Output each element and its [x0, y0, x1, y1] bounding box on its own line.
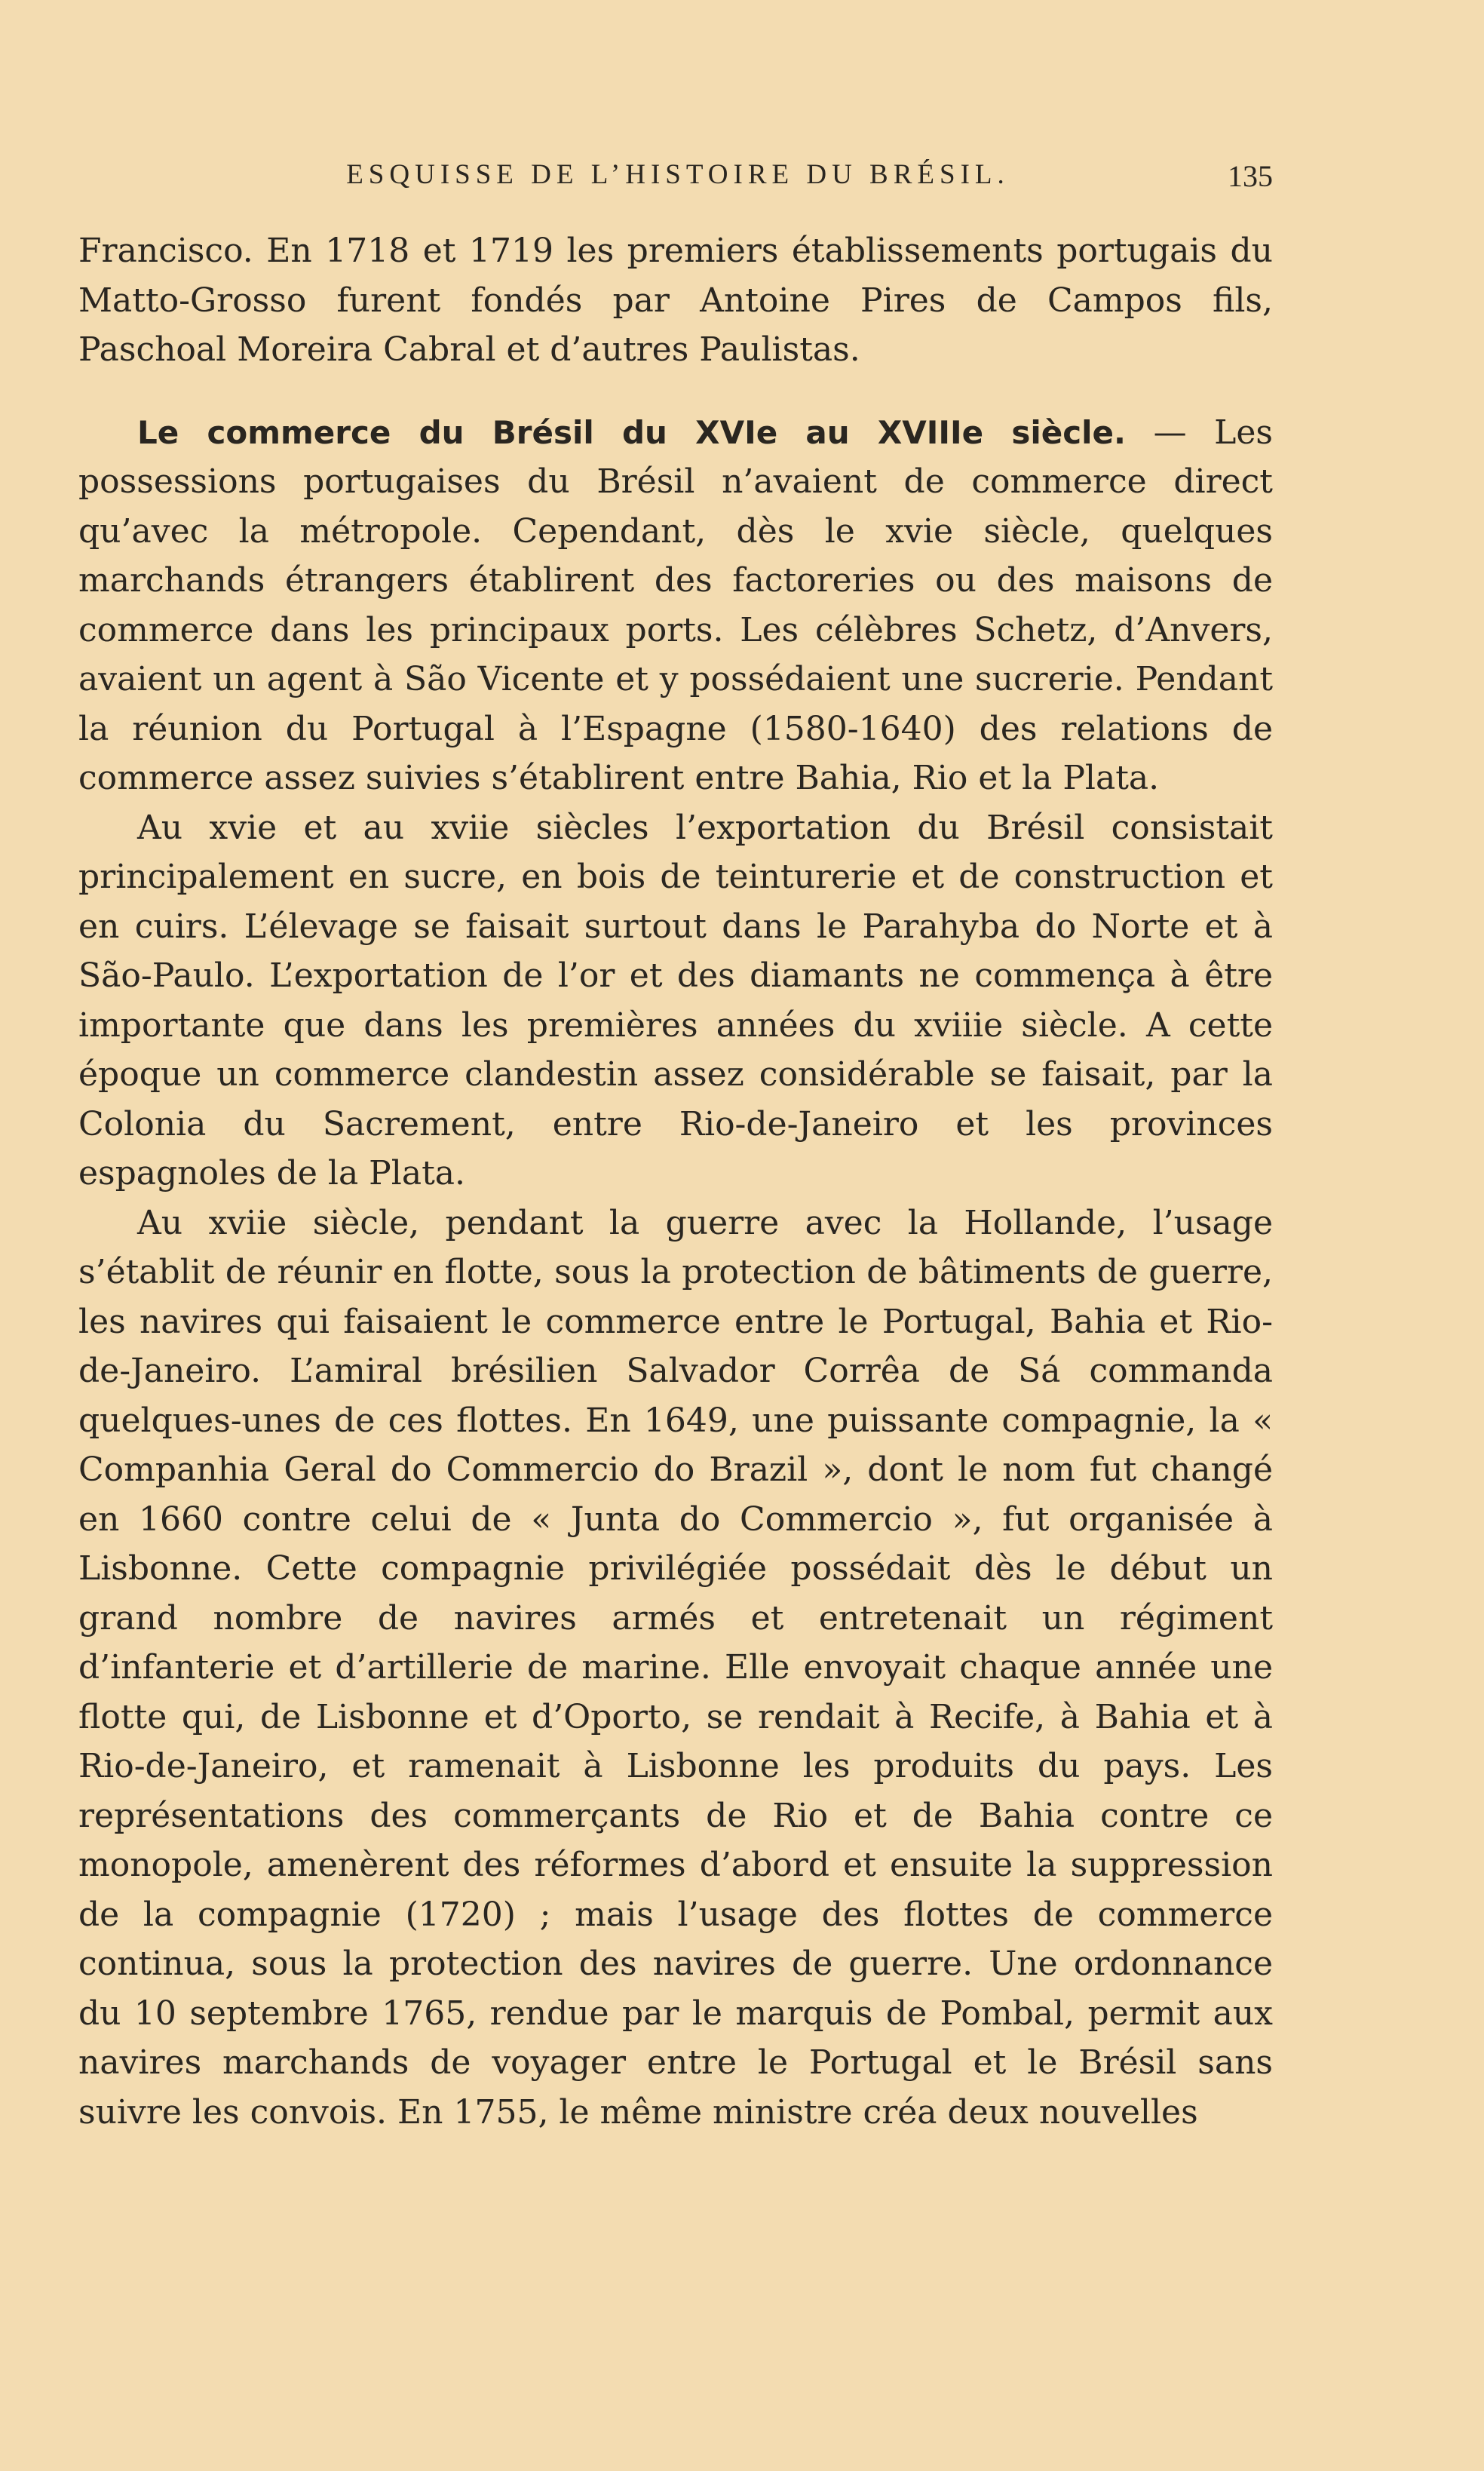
paragraph: Francisco. En 1718 et 1719 les premiers établissements portugais du Matto-Grosso furent fondés par Antoine Pires de Campos fils, Paschoal Moreira Cabral et d’autres Paulistas.: [78, 232, 1273, 369]
paragraph-text: — Les possessions portugaises du Brésil n’avaient de commerce direct qu’avec la métropole. Cependant, dès le xvie siècle, quelques marchands étrangers établirent des factoreries ou des maisons de commerce dans les principaux ports. Les célèbres Schetz, d’Anvers, avaient un agent à São Vicente et y possédaient une sucrerie. Pendant la réunion du Portugal à l’Espagne (1580-1640) des relations de commerce assez suivies s’établirent entre Bahia, Rio et la Plata.: [78, 413, 1274, 797]
paragraph: Au xviie siècle, pendant la guerre avec la Hollande, l’usage s’établit de réunir en flotte, sous la protection de bâtiments de guerre, les navires qui faisaient le commerce entre le Portugal, Bahia et Rio-de-Janeiro. L’amiral brésilien Salvador Corrêa de Sá commanda quelques-unes de ces flottes. En 1649, une puissante compagnie, la « Companhia Geral do Commercio do Brazil », dont le nom fut changé en 1660 contre celui de « Junta do Commercio », fut organisée à Lisbonne. Cette compagnie privilégiée possédait dès le début un grand nombre de navires armés et entretenait un régiment d’infanterie et d’artillerie de marine. Elle envoyait chaque année une flotte qui, de Lisbonne et d’Oporto, se rendait à Recife, à Bahia et à Rio-de-Janeiro, et ramenait à Lisbonne les produits du pays. Les représentations des commerçants de Rio et de Bahia contre ce monopole, amenèrent des réformes d’abord et ensuite la suppression de la compagnie (1720) ; mais l’usage des flottes de commerce continua, sous la protection des navires de guerre. Une ordonnance du 10 septembre 1765, rendue par le marquis de Pombal, permit aux navires marchands de voyager entre le Portugal et le Brésil sans suivre les convois. En 1755, le même ministre créa deux nouvelles: [78, 1203, 1273, 2132]
body-text: [78, 226, 1273, 2137]
running-title: ESQUISSE DE L’HISTOIRE DU BRÉSIL.: [346, 159, 1010, 190]
page-header: [83, 158, 1273, 211]
page-number: 135: [1228, 159, 1273, 193]
section-paragraph: [78, 408, 1273, 803]
section-heading: Le commerce du Brésil du XVIe au XVIIIe siècle.: [137, 413, 1126, 451]
paragraph: Au xvie et au xviie siècles l’exportation du Brésil consistait principalement en sucre, en bois de teinturerie et de construction et en cuirs. L’élevage se faisait surtout dans le Parahyba do Norte et à São-Paulo. L’exportation de l’or et des diamants ne commença à être importante que dans les premières années du xviiie siècle. A cette époque un commerce clandestin assez considérable se faisait, par la Colonia du Sacrement, entre Rio-de-Janeiro et les provinces espagnoles de la Plata.: [78, 808, 1273, 1193]
